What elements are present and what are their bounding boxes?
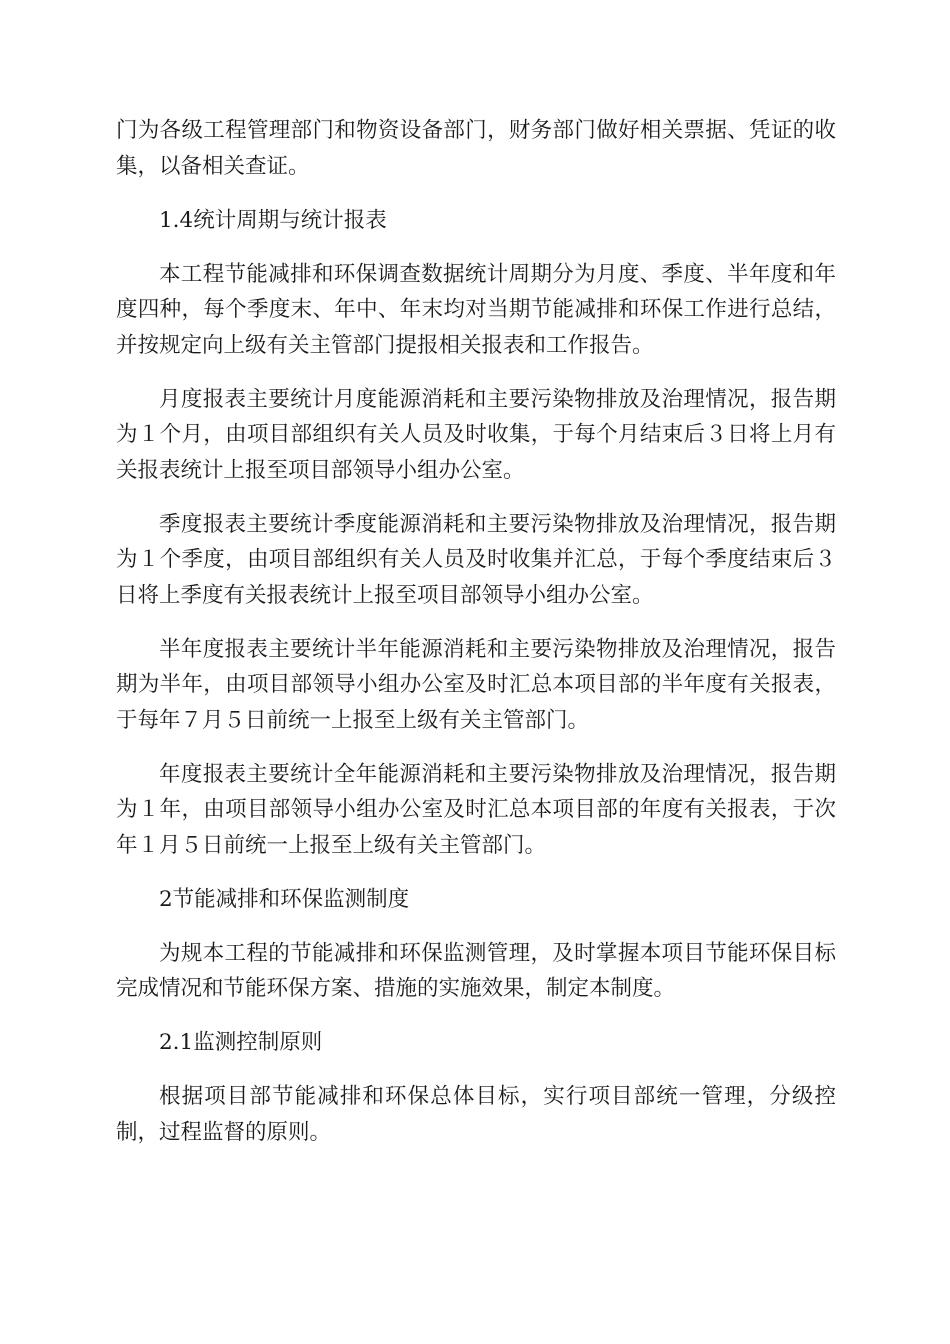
paragraph-continuation: 门为各级工程管理部门和物资设备部门，财务部门做好相关票据、凭证的收集，以备相关查证。 bbox=[116, 118, 836, 179]
paragraph-monitoring-purpose: 为规本工程的节能减排和环保监测管理，及时掌握本项目节能环保目标完成情况和节能环保方案、措施的实施效果，制定本制度。 bbox=[116, 940, 836, 1001]
section-heading-1-4: 1.4统计周期与统计报表 bbox=[159, 207, 387, 233]
paragraph-control-principle: 根据项目部节能减排和环保总体目标，实行项目部统一管理，分级控制，过程监督的原则。 bbox=[116, 1084, 836, 1145]
paragraph-statistics-period: 本工程节能减排和环保调查数据统计周期分为月度、季度、半年度和年度四种，每个季度末、年中、年末均对当期节能减排和环保工作进行总结，并按规定向上级有关主管部门提报相关报表和工作报告。 bbox=[116, 261, 836, 358]
paragraph-half-year-report: 半年度报表主要统计半年能源消耗和主要污染物排放及治理情况，报告期为半年，由项目部领导小组办公室及时汇总本项目部的半年度有关报表，于每年７月５日前统一上报至上级有关主管部门。 bbox=[116, 636, 836, 733]
paragraph-annual-report: 年度报表主要统计全年能源消耗和主要污染物排放及治理情况，报告期为１年，由项目部领导小组办公室及时汇总本项目部的年度有关报表，于次年１月５日前统一上报至上级有关主管部门。 bbox=[116, 761, 836, 858]
document-body bbox=[116, 113, 836, 1169]
section-heading-2-1: 2.1监测控制原则 bbox=[159, 1030, 323, 1055]
paragraph-monthly-report: 月度报表主要统计月度能源消耗和主要污染物排放及治理情况，报告期为１个月，由项目部组织有关人员及时收集，于每个月结束后３日将上月有关报表统计上报至项目部领导小组办公室。 bbox=[116, 386, 836, 483]
section-heading-2: 2节能减排和环保监测制度 bbox=[159, 886, 410, 912]
paragraph-quarterly-report: 季度报表主要统计季度能源消耗和主要污染物排放及治理情况，报告期为１个季度，由项目部组织有关人员及时收集并汇总，于每个季度结束后３日将上季度有关报表统计上报至项目部领导小组办公室。 bbox=[116, 511, 836, 608]
